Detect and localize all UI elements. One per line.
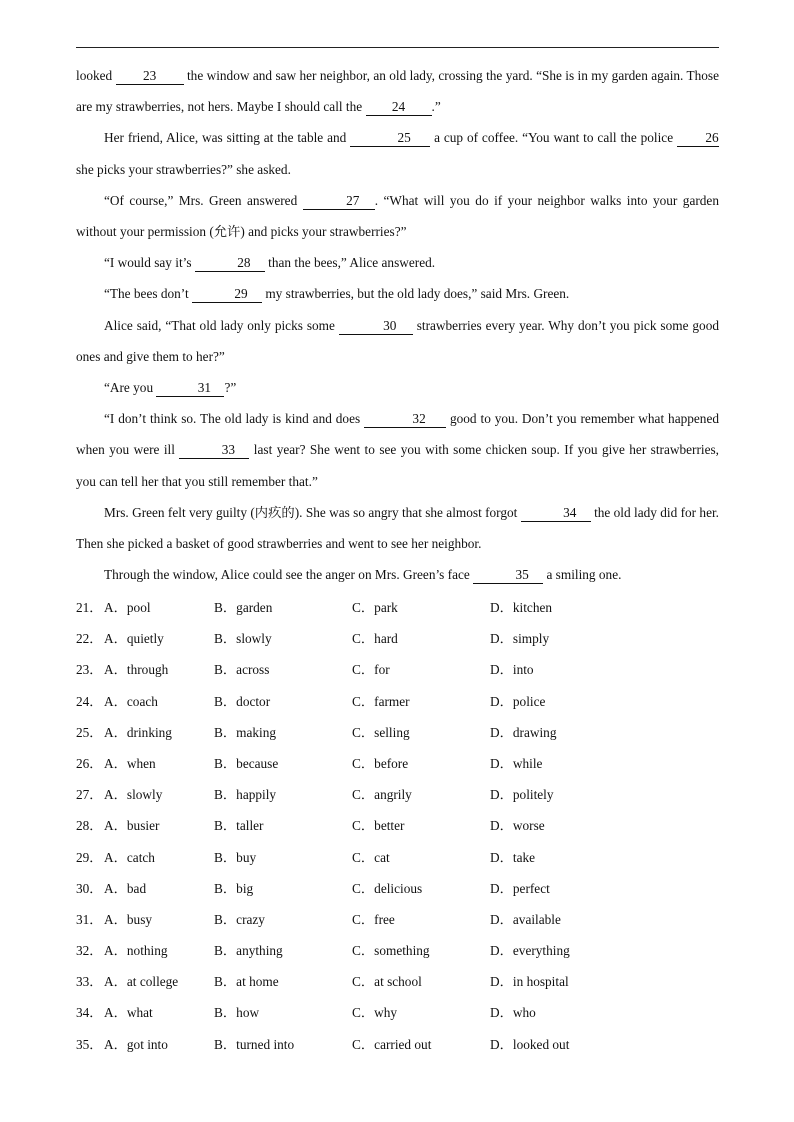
question-row [76, 842, 719, 873]
option-a[interactable]: A．busy [104, 911, 153, 927]
option-b[interactable]: B．crazy [214, 911, 265, 927]
question-row [76, 966, 719, 997]
option-a[interactable]: A．catch [104, 849, 155, 865]
header-rule [76, 47, 719, 48]
question-row [76, 810, 719, 841]
option-b[interactable]: B．turned into [214, 1036, 295, 1052]
option-c[interactable]: C．delicious [352, 880, 423, 896]
blank-35: 35 [473, 567, 543, 584]
question-number: 22． [76, 631, 103, 647]
blank-27: 27 [303, 193, 375, 210]
option-c[interactable]: C．why [352, 1005, 398, 1021]
option-a[interactable]: A．quietly [104, 631, 164, 647]
option-c[interactable]: C．selling [352, 724, 410, 740]
blank-25: 25 [350, 130, 430, 147]
question-number: 33． [76, 974, 103, 990]
passage-text: strawberries every year. Why don’t you pick some good ones and give them to her?” [76, 317, 719, 364]
option-c[interactable]: C．something [352, 943, 430, 959]
option-b[interactable]: B．taller [214, 818, 264, 834]
option-d[interactable]: D．drawing [490, 724, 557, 740]
option-a[interactable]: A．slowly [104, 787, 163, 803]
option-d[interactable]: D．who [490, 1005, 536, 1021]
option-d[interactable]: D．perfect [490, 880, 550, 896]
blank-30: 30 [339, 318, 413, 335]
question-number: 30． [76, 880, 103, 896]
question-number: 32． [76, 943, 103, 959]
passage-text: . “What will you do if your neighbor walks into your garden without your permission (允许) and picks your strawberries?” [76, 192, 719, 240]
cloze-passage [76, 60, 719, 590]
option-d[interactable]: D．kitchen [490, 600, 553, 615]
option-a[interactable]: A．coach [104, 693, 158, 709]
option-d[interactable]: D．available [490, 911, 561, 927]
passage-text: Mrs. Green felt very guilty (内疚的). She was so angry that she almost forgot [104, 504, 521, 520]
paragraph-7 [76, 372, 719, 403]
paragraph-3 [76, 185, 719, 247]
option-d[interactable]: D．simply [490, 631, 550, 647]
blank-31: 31 [156, 380, 224, 397]
option-d[interactable]: D．police [490, 693, 546, 709]
option-c[interactable]: C．carried out [352, 1036, 432, 1052]
option-b[interactable]: B．happily [214, 787, 277, 803]
question-row [76, 748, 719, 779]
blank-34: 34 [521, 505, 591, 522]
option-d[interactable]: D．while [490, 755, 543, 771]
option-d[interactable]: D．politely [490, 787, 554, 803]
option-d[interactable]: D．into [490, 662, 534, 678]
passage-text: “I don’t think so. The old lady is kind and does [104, 411, 365, 427]
blank-24: 24 [366, 99, 432, 116]
option-c[interactable]: C．before [352, 755, 409, 771]
answer-options [76, 592, 719, 1060]
option-a[interactable]: A．got into [104, 1036, 168, 1052]
passage-text: she picks your strawberries?” she asked. [76, 161, 291, 177]
passage-text: Through the window, Alice could see the anger on Mrs. Green’s face [104, 567, 474, 583]
question-row [76, 997, 719, 1028]
blank-28: 28 [195, 255, 265, 272]
question-number: 21． [76, 600, 103, 615]
question-row [76, 686, 719, 717]
option-a[interactable]: A．at college [104, 974, 179, 990]
paragraph-1 [76, 60, 719, 122]
option-a[interactable]: A．through [104, 662, 169, 678]
option-c[interactable]: C．at school [352, 974, 422, 990]
option-b[interactable]: B．making [214, 724, 277, 740]
option-a[interactable]: A．what [104, 1005, 153, 1021]
paragraph-6 [76, 310, 719, 372]
option-b[interactable]: B．how [214, 1005, 260, 1021]
blank-32: 32 [364, 411, 446, 428]
option-a[interactable]: A．pool [104, 600, 151, 615]
paragraph-9 [76, 497, 719, 559]
option-c[interactable]: C．for [352, 662, 390, 678]
option-a[interactable]: A．when [104, 755, 156, 771]
passage-text: Her friend, Alice, was sitting at the table and [104, 130, 351, 146]
passage-text: .” [431, 99, 441, 115]
option-a[interactable]: A．busier [104, 818, 160, 834]
option-b[interactable]: B．anything [214, 943, 283, 959]
option-a[interactable]: A．bad [104, 880, 147, 896]
blank-29: 29 [192, 286, 262, 303]
option-c[interactable]: C．better [352, 818, 405, 834]
blank-23: 23 [116, 68, 184, 85]
question-number: 23． [76, 662, 103, 678]
blank-26: 26 [677, 130, 719, 147]
option-d[interactable]: D．in hospital [490, 974, 569, 990]
question-number: 28． [76, 818, 103, 834]
option-a[interactable]: A．nothing [104, 943, 168, 959]
question-number: 24． [76, 693, 103, 709]
paragraph-5 [76, 278, 719, 309]
passage-text: “The bees don’t [104, 286, 193, 302]
option-b[interactable]: B．garden [214, 600, 273, 615]
question-number: 29． [76, 849, 103, 865]
passage-text: good to you. Don’t you remember what happened when you were ill [76, 411, 719, 458]
option-c[interactable]: C．free [352, 911, 395, 927]
passage-text: ?” [224, 380, 237, 396]
question-row [76, 1029, 719, 1060]
paragraph-2 [76, 122, 719, 184]
paragraph-10 [76, 559, 719, 590]
question-row [76, 623, 719, 654]
question-number: 27． [76, 787, 103, 803]
option-d[interactable]: D．everything [490, 943, 570, 959]
question-number: 25． [76, 724, 103, 740]
option-b[interactable]: B．buy [214, 849, 257, 865]
blank-33: 33 [179, 442, 249, 459]
passage-text: “I would say it’s [104, 255, 195, 271]
option-b[interactable]: B．at home [214, 974, 279, 990]
option-a[interactable]: A．drinking [104, 724, 172, 740]
passage-text: last year? She went to see you with some chicken soup. If you give her strawberries, you can tell her that you still remember that.” [76, 442, 719, 489]
question-row [76, 654, 719, 685]
question-number: 31． [76, 911, 103, 927]
passage-text: the window and saw her neighbor, an old lady, crossing the yard. “She is in my garden again. Those are my strawberries, not hers. Maybe I should call the [76, 68, 719, 115]
passage-text: a cup of coffee. “You want to call the police [430, 130, 677, 146]
question-number: 35． [76, 1036, 103, 1052]
option-b[interactable]: B．doctor [214, 693, 271, 709]
option-b[interactable]: B．slowly [214, 631, 272, 647]
question-row [76, 779, 719, 810]
option-c[interactable]: C．cat [352, 849, 390, 865]
passage-text: a smiling one. [543, 567, 622, 583]
option-c[interactable]: C．park [352, 600, 398, 615]
passage-text: “Of course,” Mrs. Green answered [104, 192, 303, 208]
question-number: 26． [76, 755, 103, 771]
option-b[interactable]: B．because [214, 755, 279, 771]
passage-text: looked [76, 68, 116, 83]
question-row [76, 873, 719, 904]
option-c[interactable]: C．angrily [352, 787, 412, 803]
passage-text: my strawberries, but the old lady does,” said Mrs. Green. [262, 286, 570, 302]
option-b[interactable]: B．across [214, 662, 270, 678]
question-row [76, 592, 719, 623]
option-c[interactable]: C．farmer [352, 693, 410, 709]
paragraph-8 [76, 403, 719, 497]
option-d[interactable]: D．take [490, 849, 536, 865]
option-c[interactable]: C．hard [352, 631, 398, 647]
question-number: 34． [76, 1005, 103, 1021]
option-b[interactable]: B．big [214, 880, 254, 896]
paragraph-4 [76, 247, 719, 278]
option-d[interactable]: D．looked out [490, 1036, 570, 1052]
passage-text: Alice said, “That old lady only picks some [104, 317, 339, 333]
option-d[interactable]: D．worse [490, 818, 545, 834]
passage-text: the old lady did for her. Then she picked a basket of good strawberries and went to see her neighbor. [76, 504, 719, 552]
passage-text: “Are you [104, 380, 157, 396]
passage-text: than the bees,” Alice answered. [264, 255, 436, 271]
question-row [76, 935, 719, 966]
question-row [76, 904, 719, 935]
question-row [76, 717, 719, 748]
